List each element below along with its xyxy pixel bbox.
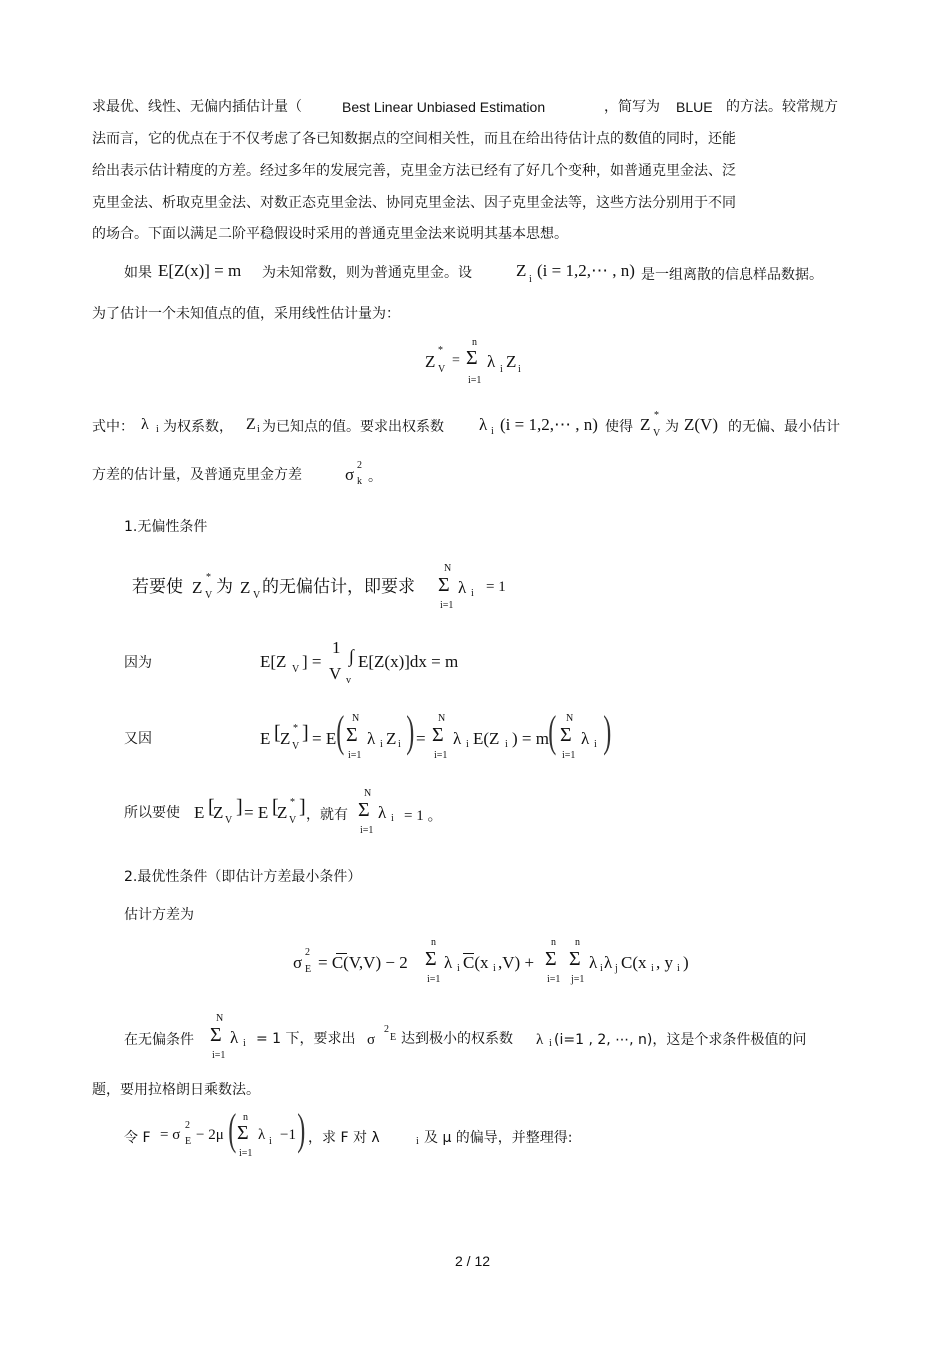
also-f-sub: i	[466, 739, 469, 750]
req-text-c: 的无偏估计，即要求	[262, 577, 415, 597]
also-h: ) = m	[512, 729, 549, 748]
var-sigma-sup: 2	[305, 947, 310, 958]
also-bracket-open: [	[274, 722, 281, 744]
para3-g: (i = 1,2,⋯ , n)	[500, 415, 598, 434]
var-f: λ	[604, 953, 613, 972]
so-lambda: λ	[378, 803, 387, 822]
para3-sigma-sup: 2	[357, 460, 362, 471]
cond-e-sub: i	[549, 1038, 552, 1049]
req-sum-sign: Σ	[438, 574, 450, 596]
estimator-lambda: λ	[487, 352, 496, 371]
also-b: = E	[312, 729, 337, 748]
estimator-lhs-sub: V	[438, 364, 446, 375]
var-sum3-top: n	[575, 937, 580, 948]
req-zv-sub: V	[253, 590, 261, 601]
also-sum1-bot: i=1	[348, 750, 362, 761]
para1-line2: 法而言，它的优点在于不仅考虑了各已知数据点的空间相关性，而且在给出待估计点的数值的同时，还能	[92, 131, 736, 147]
var-a: = C(V,V) − 2	[318, 953, 408, 972]
req-lambda: λ	[458, 578, 467, 597]
estimator-lhs: Z	[425, 352, 436, 371]
also-bracket-close: ]	[302, 722, 309, 744]
also-d-sub: i	[398, 739, 401, 750]
para3-d: Z	[246, 416, 256, 433]
also-paren-open-1: (	[336, 707, 345, 756]
cond-lambda-sub: i	[243, 1038, 246, 1049]
para2-math-c: (i = 1,2,⋯ , n)	[537, 261, 635, 280]
var-d: ,V) +	[498, 953, 535, 972]
section2-sub: 估计方差为	[124, 907, 194, 923]
so-lambda-sub: i	[391, 813, 394, 824]
let-g: 及 μ 的偏导，并整理得:	[424, 1130, 573, 1146]
so-mid: ，就有	[306, 807, 348, 823]
req-lambda-sub: i	[471, 588, 474, 599]
because-int-sub: v	[346, 675, 351, 686]
let-paren-close: )	[297, 1105, 306, 1154]
para3-end: 。	[368, 469, 382, 485]
para2-text-a: 如果	[124, 265, 152, 281]
also-sum2-top: N	[438, 713, 446, 724]
so-label: 所以要使	[124, 805, 180, 821]
let-d-sub: i	[269, 1136, 272, 1147]
cond-sum-sign: Σ	[210, 1024, 222, 1046]
para2-text-c: 是一组离散的信息样品数据。	[641, 267, 823, 283]
also-a: E	[260, 729, 271, 748]
so-bracket-open-1: [	[208, 796, 215, 818]
cond-b: = 1 下，要求出	[256, 1031, 356, 1047]
req-sum-bot: i=1	[440, 600, 454, 611]
var-e-sub: i	[600, 963, 603, 974]
var-g: C(x	[621, 953, 647, 972]
estimator-sum-sign: Σ	[466, 347, 478, 369]
also-sum2-sign: Σ	[432, 724, 444, 746]
para3-i-sub: V	[653, 428, 661, 439]
also-e: =	[416, 729, 426, 748]
var-sum2-top: n	[551, 937, 556, 948]
let-a: 令 F	[124, 1130, 151, 1146]
so-sum-bot: i=1	[360, 825, 374, 836]
para3-e: 为已知点的值。要求出权系数	[262, 419, 444, 435]
para1-line1-b: Best Linear Unbiased Estimation	[342, 99, 546, 115]
because-integral: ∫	[349, 646, 354, 666]
because-frac-num: 1	[332, 638, 341, 657]
para3-j: 为	[665, 419, 679, 435]
also-paren-close-2: )	[603, 707, 612, 756]
req-text-b: 为	[216, 577, 233, 597]
req-text-a: 若要使	[132, 577, 183, 597]
let-d: λ	[258, 1127, 266, 1143]
var-g-sub: i	[651, 963, 654, 974]
also-lambda: λ	[581, 729, 590, 748]
because-c: E[Z(x)]dx = m	[358, 652, 459, 671]
var-i: )	[683, 953, 689, 972]
also-sum2-bot: i=1	[434, 750, 448, 761]
estimator-z-sub: i	[518, 364, 521, 375]
also-f: λ	[453, 729, 462, 748]
also-paren-open-2: (	[548, 707, 557, 756]
para3-sigma-sub: k	[357, 476, 362, 487]
var-overline-1	[336, 953, 347, 954]
cond-a: 在无偏条件	[124, 1032, 194, 1048]
var-c-sub: i	[493, 963, 496, 974]
para2-math-b-sub: i	[529, 274, 532, 285]
var-sum1-bot: i=1	[427, 974, 441, 985]
para2-math-b: Z	[516, 261, 527, 280]
var-f-sub: j	[615, 963, 618, 974]
var-b-sub: i	[457, 963, 460, 974]
cond-line2: 题，要用拉格朗日乘数法。	[92, 1082, 260, 1098]
var-sigma-sub: E	[305, 964, 312, 975]
so-zv2-sub: V	[289, 815, 297, 826]
also-zv-sub: V	[292, 741, 300, 752]
cond-sum-top: N	[216, 1013, 224, 1024]
req-zv: Z	[240, 578, 251, 597]
var-h: , y	[656, 953, 673, 972]
let-sum-sign: Σ	[237, 1122, 249, 1144]
var-sum1-top: n	[431, 937, 436, 948]
because-a-sub: V	[292, 664, 300, 675]
var-sum2-sign: Σ	[545, 948, 557, 970]
para2-math-a: E[Z(x)] = m	[158, 261, 242, 280]
para3-h: 使得	[605, 419, 633, 435]
also-sum3-bot: i=1	[562, 750, 576, 761]
also-zv-star: *	[293, 723, 298, 734]
let-b-sup: 2	[185, 1120, 190, 1131]
req-zv-star: Z	[192, 578, 203, 597]
var-sum3-bot: j=1	[571, 974, 585, 985]
also-c: λ	[367, 729, 376, 748]
para1-line5: 的场合。下面以满足二阶平稳假设时采用的普通克里金法来说明其基本思想。	[92, 226, 568, 242]
para3-f-sub: i	[491, 426, 494, 437]
estimator-lhs-star: *	[438, 345, 443, 356]
let-b-sub: E	[185, 1136, 192, 1147]
also-label: 又因	[124, 731, 152, 747]
so-zv: Z	[213, 803, 224, 822]
so-b: = E	[244, 803, 269, 822]
para3-line2: 方差的估计量，及普通克里金方差	[92, 467, 302, 483]
also-sum1-sign: Σ	[346, 724, 358, 746]
let-f: ，求 F 对 λ	[308, 1130, 380, 1146]
para2-line2: 为了估计一个未知值点的值，采用线性估计量为：	[92, 306, 400, 322]
let-f-sub: i	[416, 1136, 419, 1147]
para3-sigma: σ	[345, 465, 355, 484]
let-b: = σ	[160, 1127, 181, 1143]
because-frac-den: V	[329, 664, 342, 683]
para1-line4: 克里金法、析取克里金法、对数正态克里金法、协同克里金法、因子克里金法等，这些方法分别用于不同	[92, 195, 736, 211]
also-d: Z	[386, 729, 397, 748]
so-a: E	[194, 803, 205, 822]
estimator-sum-bot: i=1	[468, 375, 482, 386]
cond-lambda: λ	[230, 1028, 239, 1047]
cond-e: λ	[536, 1032, 544, 1048]
para1-line1-d: BLUE	[676, 99, 713, 115]
so-zv2-star: *	[290, 797, 295, 808]
section2-heading: 2.最优性条件（即估计方差最小条件）	[124, 869, 362, 885]
para3-a: 式中：	[92, 419, 134, 435]
let-e: −1	[280, 1127, 296, 1143]
para1-line1-a: 求最优、线性、无偏内插估计量（	[92, 99, 302, 115]
para1-line1-e: 的方法。较常规方	[726, 99, 838, 115]
also-sum3-top: N	[566, 713, 574, 724]
cond-c-sup: 2	[384, 1024, 389, 1035]
let-paren-open: (	[228, 1105, 237, 1154]
so-zv-sub: V	[225, 815, 233, 826]
var-sigma: σ	[293, 953, 303, 972]
so-bracket-close-1: ]	[236, 796, 243, 818]
req-zv-star-sub: V	[205, 590, 213, 601]
estimator-lambda-sub: i	[500, 364, 503, 375]
cond-c-sub: E	[390, 1032, 397, 1043]
para3-l: 的无偏、最小估计	[728, 419, 840, 435]
let-sum-bot: i=1	[239, 1148, 253, 1159]
also-sum3-sign: Σ	[560, 724, 572, 746]
page-number: 2 / 12	[455, 1253, 491, 1269]
section1-heading: 1.无偏性条件	[124, 519, 208, 535]
para3-f: λ	[479, 415, 488, 434]
var-overline-2	[463, 953, 474, 954]
var-b: λ	[444, 953, 453, 972]
also-sum1-top: N	[352, 713, 360, 724]
cond-sum-bot: i=1	[212, 1050, 226, 1061]
also-g: E(Z	[473, 729, 500, 748]
also-paren-close-1: )	[406, 707, 415, 756]
because-a: E[Z	[260, 652, 287, 671]
para2-text-b: 为未知常数，则为普通克里金。设	[262, 265, 472, 281]
so-bracket-close-2: ]	[299, 796, 306, 818]
let-sum-top: n	[243, 1112, 248, 1123]
para3-i-star: *	[654, 410, 659, 421]
para1-line3: 给出表示估计精度的方差。经过多年的发展完善，克里金方法已经有了好几个变种，如普通克里金法、泛	[92, 163, 736, 179]
var-sum3-sign: Σ	[569, 948, 581, 970]
so-sum-sign: Σ	[358, 799, 370, 821]
para3-c: 为权系数，	[163, 419, 233, 435]
estimator-sum-top: n	[472, 337, 477, 348]
cond-c: σ	[367, 1032, 376, 1048]
var-e: λ	[589, 953, 598, 972]
cond-f: (i=1 , 2, ⋯, n)，这是个求条件极值的问	[554, 1032, 807, 1048]
because-label: 因为	[124, 655, 152, 671]
para3-b-sub: i	[156, 424, 159, 435]
req-rhs: = 1	[486, 579, 506, 595]
because-b: ] =	[302, 652, 322, 671]
para3-k: Z(V)	[684, 415, 718, 434]
req-sum-top: N	[444, 563, 452, 574]
para3-d-sub: i	[257, 424, 260, 435]
so-rhs: = 1 。	[404, 808, 443, 824]
let-c: − 2μ	[196, 1127, 224, 1143]
also-g-sub: i	[505, 739, 508, 750]
var-sum1-sign: Σ	[425, 948, 437, 970]
var-h-sub: i	[677, 963, 680, 974]
also-zv: Z	[280, 729, 291, 748]
para1-line1-c: ，简写为	[604, 99, 660, 115]
para3-b: λ	[141, 416, 149, 433]
so-bracket-open-2: [	[272, 796, 279, 818]
estimator-eq: =	[452, 353, 460, 368]
para3-i: Z	[640, 415, 651, 434]
cond-d: 达到极小的权系数	[401, 1031, 513, 1047]
estimator-z: Z	[506, 352, 517, 371]
req-zv-star-mark: *	[206, 572, 211, 583]
so-sum-top: N	[364, 788, 372, 799]
also-lambda-sub: i	[594, 739, 597, 750]
also-c-sub: i	[380, 739, 383, 750]
so-zv2: Z	[277, 803, 288, 822]
var-sum2-bot: i=1	[547, 974, 561, 985]
var-c: C(x	[463, 953, 489, 972]
